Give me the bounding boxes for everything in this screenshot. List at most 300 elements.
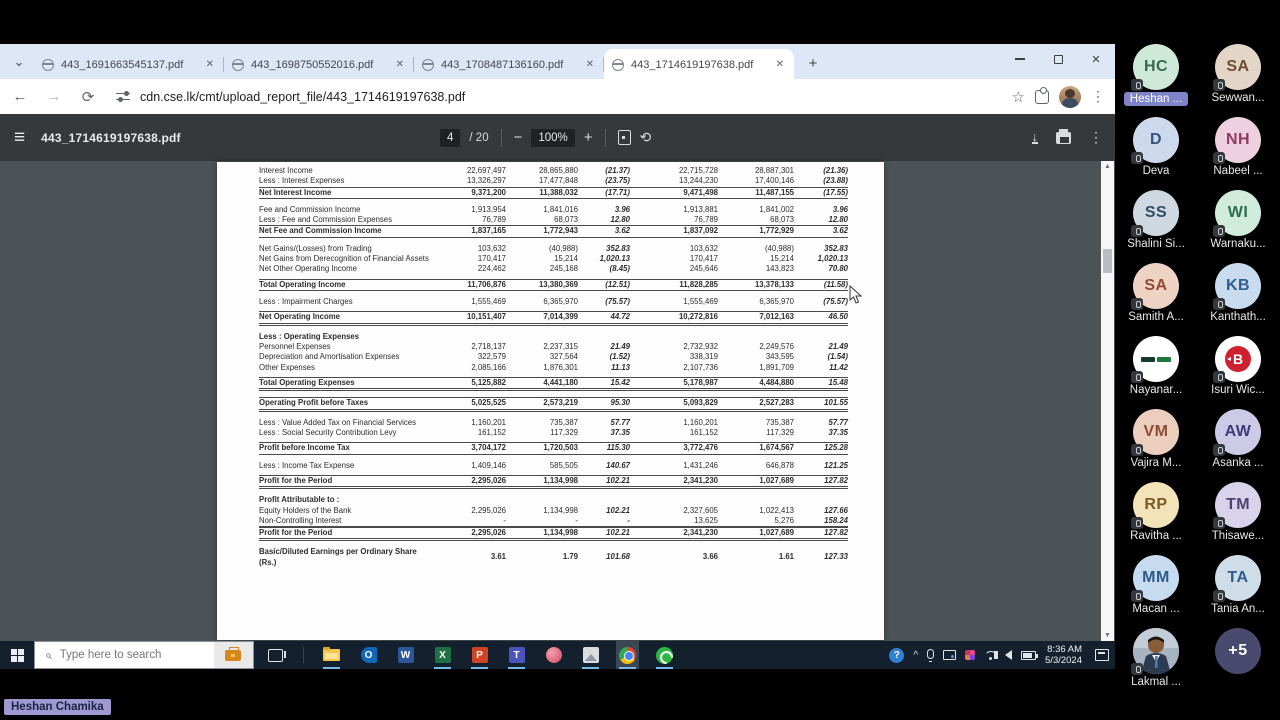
whatsapp-icon[interactable] bbox=[653, 641, 676, 669]
participant-name: Kanthath... bbox=[1210, 311, 1266, 323]
cell-bank-change: (75.57) bbox=[605, 297, 630, 307]
row-label: Less : Operating Expenses bbox=[259, 331, 360, 341]
cell-group-prior: 735,387 bbox=[765, 417, 794, 427]
cell-group-prior: 13,378,133 bbox=[754, 279, 794, 289]
time-label: 8:36 AM bbox=[1047, 644, 1082, 655]
participant-tile[interactable] bbox=[1197, 482, 1279, 555]
cell-bank-change: (12.51) bbox=[605, 279, 630, 289]
avatar bbox=[1133, 263, 1179, 309]
table-row bbox=[259, 352, 848, 362]
briefcase-icon bbox=[225, 650, 241, 661]
cell-bank-change: 115.30 bbox=[606, 443, 630, 453]
row-label: Less : Value Added Tax on Financial Services bbox=[259, 417, 417, 427]
cell-bank-current: 2,718,137 bbox=[471, 342, 506, 352]
row-label: Operating Profit before Taxes bbox=[259, 398, 369, 408]
cell-group-change: 127.82 bbox=[824, 475, 848, 485]
pdf-favicon-icon bbox=[612, 59, 624, 71]
cell-group-current: 2,327,605 bbox=[683, 505, 718, 515]
zoom-level[interactable]: 100% bbox=[531, 129, 574, 147]
page-number-input[interactable]: 4 bbox=[440, 129, 460, 147]
help-tray-icon[interactable]: ? bbox=[889, 648, 904, 663]
avatar bbox=[1133, 190, 1179, 236]
cell-bank-prior: 15,214 bbox=[554, 254, 578, 264]
cell-bank-current: 2,295,026 bbox=[471, 505, 506, 515]
download-button[interactable]: ↓ bbox=[1031, 129, 1038, 144]
teams-icon[interactable]: T bbox=[505, 641, 528, 669]
minimize-button[interactable] bbox=[1001, 44, 1039, 74]
pdf-scrollbar[interactable] bbox=[1101, 161, 1114, 641]
avatar-initials: KB bbox=[1225, 277, 1251, 294]
row-label: Equity Holders of the Bank bbox=[259, 505, 352, 515]
table-row bbox=[259, 215, 848, 226]
outlook-icon[interactable]: O bbox=[357, 641, 380, 669]
cell-group-change: 121.25 bbox=[824, 460, 848, 470]
cell-bank-current: 9,371,200 bbox=[471, 187, 506, 197]
cell-group-change: (11.58) bbox=[823, 279, 848, 289]
table-row bbox=[259, 428, 848, 438]
cell-bank-prior: 4,441,180 bbox=[543, 378, 578, 388]
participant-tile[interactable] bbox=[1115, 117, 1197, 190]
avatar bbox=[1215, 336, 1261, 382]
cell-group-current: 2,732,932 bbox=[683, 342, 718, 352]
mic-muted-icon bbox=[1213, 517, 1225, 529]
tab-title: 443_1708487136160.pdf bbox=[441, 58, 564, 71]
avatar bbox=[1133, 555, 1179, 601]
print-button[interactable] bbox=[1056, 132, 1071, 144]
avatar-initials: +5 bbox=[1228, 642, 1248, 659]
taskbar-search[interactable] bbox=[34, 641, 254, 669]
start-button[interactable] bbox=[0, 641, 34, 669]
cell-group-prior: 646,878 bbox=[765, 460, 794, 470]
cell-group-current: 1,555,469 bbox=[683, 297, 718, 307]
cell-group-prior: 4,484,880 bbox=[759, 378, 794, 388]
table-row bbox=[259, 279, 848, 291]
avatar bbox=[1215, 555, 1261, 601]
cell-bank-change: (1.52) bbox=[609, 352, 630, 362]
cell-group-change: 3.96 bbox=[832, 204, 848, 214]
cell-bank-current: 3.61 bbox=[490, 552, 506, 562]
cell-group-change: 57.77 bbox=[828, 417, 848, 427]
table-row bbox=[259, 461, 848, 471]
cell-bank-change: 11.13 bbox=[611, 362, 630, 372]
cell-group-prior: 2,527,283 bbox=[759, 398, 794, 408]
chrome-icon[interactable] bbox=[616, 641, 639, 669]
row-label: Profit Attributable to : bbox=[259, 495, 340, 505]
cell-bank-current: 1,555,469 bbox=[471, 297, 506, 307]
avatar bbox=[1133, 117, 1179, 163]
cell-group-prior: 1,022,413 bbox=[759, 505, 794, 515]
avatar-initials: D bbox=[1149, 131, 1163, 148]
table-row bbox=[259, 166, 848, 176]
mic-muted-icon bbox=[1213, 444, 1225, 456]
taskbar-divider bbox=[303, 647, 304, 663]
extensions-icon[interactable] bbox=[1035, 90, 1049, 104]
url-field[interactable]: cdn.cse.lk/cmt/upload_report_file/443_1714619197638.pdf bbox=[140, 89, 466, 104]
table-row bbox=[259, 244, 848, 254]
pdf-favicon-icon bbox=[42, 59, 54, 71]
scroll-down-icon[interactable]: ▼ bbox=[1104, 632, 1111, 639]
cell-bank-change: 102.21 bbox=[606, 475, 630, 485]
cell-bank-prior: 2,237,315 bbox=[543, 342, 578, 352]
pdf-favicon-icon bbox=[232, 59, 244, 71]
avatar-initials: AW bbox=[1224, 423, 1252, 440]
cell-bank-change: 352.83 bbox=[606, 243, 630, 253]
row-label: Interest Income bbox=[259, 166, 313, 176]
cell-group-change: 21.49 bbox=[828, 342, 848, 352]
avatar bbox=[1215, 190, 1261, 236]
row-label: Profit before Income Tax bbox=[259, 443, 350, 453]
avatar bbox=[1133, 409, 1179, 455]
cell-group-current: 1,160,201 bbox=[683, 417, 718, 427]
avatar-initials: WI bbox=[1227, 204, 1249, 221]
cell-group-prior: 1,027,689 bbox=[759, 528, 794, 538]
participant-tile[interactable] bbox=[1115, 482, 1197, 555]
mic-muted-icon bbox=[1131, 590, 1143, 602]
cell-group-prior: 11,487,155 bbox=[755, 187, 794, 197]
volume-icon[interactable] bbox=[1005, 650, 1012, 660]
cell-bank-prior: 1,772,943 bbox=[543, 226, 578, 236]
mic-muted-icon bbox=[1131, 663, 1143, 675]
browser-tab[interactable] bbox=[414, 49, 604, 80]
scroll-up-icon[interactable]: ▲ bbox=[1104, 163, 1111, 170]
cell-bank-prior: (40,988) bbox=[548, 243, 578, 253]
participant-tile[interactable] bbox=[1115, 190, 1197, 263]
window-controls bbox=[1001, 44, 1115, 74]
browser-tab[interactable] bbox=[604, 49, 794, 80]
participant-tile[interactable] bbox=[1115, 263, 1197, 336]
table-row bbox=[259, 442, 848, 454]
cell-bank-change: 37.35 bbox=[610, 428, 630, 438]
cell-bank-prior: 1,841,016 bbox=[543, 204, 578, 214]
cell-bank-current: 10,151,407 bbox=[466, 312, 506, 322]
close-window-button[interactable]: ✕ bbox=[1091, 53, 1101, 66]
cell-group-change: (17.55) bbox=[823, 187, 848, 197]
cell-bank-prior: 245,168 bbox=[549, 264, 578, 274]
back-button[interactable]: ← bbox=[12, 88, 28, 105]
participant-name: Warnaku... bbox=[1210, 238, 1266, 250]
mic-muted-icon bbox=[1131, 79, 1143, 91]
cell-group-current: 103,632 bbox=[689, 243, 718, 253]
browser-menu-icon[interactable]: ⋮ bbox=[1091, 88, 1105, 104]
cell-bank-change: 1,020.13 bbox=[599, 254, 630, 264]
table-row bbox=[259, 506, 848, 516]
cell-bank-prior: 1,134,998 bbox=[543, 528, 578, 538]
windows-taskbar bbox=[0, 641, 1115, 669]
cell-bank-change: 140.67 bbox=[606, 460, 630, 470]
cell-group-change: 125.28 bbox=[824, 443, 848, 453]
avatar-initials: TA bbox=[1227, 569, 1249, 586]
participant-name: Asanka ... bbox=[1212, 457, 1264, 469]
clock[interactable] bbox=[1045, 644, 1082, 666]
cell-bank-current: 2,295,026 bbox=[471, 528, 506, 538]
cell-group-change: 352.83 bbox=[824, 243, 848, 253]
cell-bank-prior: 2,573,219 bbox=[543, 398, 578, 408]
participant-tile[interactable] bbox=[1197, 117, 1279, 190]
b-logo-icon: B bbox=[1225, 346, 1251, 372]
table-row bbox=[259, 264, 848, 274]
cell-bank-prior: 735,387 bbox=[549, 417, 578, 427]
forward-button[interactable]: → bbox=[46, 88, 62, 105]
cell-group-current: 170,417 bbox=[689, 254, 718, 264]
browser-tab[interactable] bbox=[34, 49, 224, 80]
mic-muted-icon bbox=[1131, 517, 1143, 529]
cell-group-prior: 143,823 bbox=[765, 264, 794, 274]
microphone-tray-icon[interactable] bbox=[927, 649, 934, 659]
cell-bank-current: 76,789 bbox=[482, 215, 506, 225]
participant-tile[interactable] bbox=[1197, 44, 1279, 117]
cell-bank-change: (23.75) bbox=[605, 176, 630, 186]
pdf-favicon-icon bbox=[422, 59, 434, 71]
zoom-out-button[interactable]: − bbox=[513, 129, 523, 146]
mic-muted-icon bbox=[1213, 79, 1225, 91]
mouse-cursor bbox=[849, 285, 863, 305]
participant-tile[interactable] bbox=[1115, 409, 1197, 482]
avatar bbox=[1215, 44, 1261, 90]
participants-rail bbox=[1115, 0, 1280, 720]
cell-bank-current: 5,025,525 bbox=[471, 398, 506, 408]
cell-bank-prior: 13,380,369 bbox=[538, 279, 578, 289]
cell-bank-current: 161,152 bbox=[477, 428, 506, 438]
cell-group-change: 158.24 bbox=[824, 515, 848, 525]
cell-bank-prior: 1,134,998 bbox=[543, 475, 578, 485]
tab-search-icon[interactable]: ⌄ bbox=[13, 54, 25, 69]
cell-group-change: 46.50 bbox=[828, 312, 848, 322]
remote-app-icon[interactable] bbox=[542, 641, 565, 669]
cell-group-prior: 7,012,163 bbox=[759, 312, 794, 322]
photos-icon[interactable] bbox=[579, 641, 602, 669]
table-row bbox=[259, 226, 848, 237]
cell-bank-current: 1,409,146 bbox=[471, 460, 506, 470]
tab-list bbox=[34, 44, 794, 80]
pdf-more-menu-icon[interactable]: ⋮ bbox=[1089, 129, 1103, 145]
reload-button[interactable]: ⟳ bbox=[81, 88, 95, 106]
cell-group-change: (23.88) bbox=[823, 176, 848, 186]
cell-bank-change: 21.49 bbox=[610, 342, 630, 352]
cell-group-prior: 6,365,970 bbox=[759, 297, 794, 307]
cell-group-change: 3.62 bbox=[832, 226, 848, 236]
rotate-button[interactable]: ⟲ bbox=[639, 129, 652, 145]
table-row bbox=[259, 297, 848, 307]
participant-tile[interactable] bbox=[1197, 190, 1279, 263]
cell-bank-current: 170,417 bbox=[477, 254, 506, 264]
cell-group-current: 5,093,829 bbox=[683, 398, 718, 408]
file-explorer-icon[interactable] bbox=[320, 641, 343, 669]
mic-muted-icon bbox=[1213, 152, 1225, 164]
cell-bank-current: 322,579 bbox=[477, 352, 506, 362]
mic-muted-icon bbox=[1131, 444, 1143, 456]
cell-bank-change: 95.30 bbox=[610, 398, 630, 408]
site-info-icon[interactable] bbox=[116, 91, 132, 103]
search-input[interactable] bbox=[60, 649, 214, 661]
participant-name: Tania An... bbox=[1211, 603, 1265, 615]
cell-group-current: 1,913,881 bbox=[683, 204, 718, 214]
screencast-tray-icon[interactable] bbox=[943, 650, 956, 660]
task-view-icon[interactable] bbox=[268, 649, 283, 662]
cell-bank-prior: 117,329 bbox=[550, 428, 578, 438]
participant-name: Macan ... bbox=[1132, 603, 1180, 615]
colored-tray-icon[interactable] bbox=[965, 650, 975, 660]
excel-icon[interactable]: X bbox=[431, 641, 454, 669]
table-row bbox=[259, 377, 848, 391]
cell-group-change: 127.33 bbox=[824, 552, 848, 562]
cell-bank-change: 12.80 bbox=[610, 215, 630, 225]
cell-group-prior: 1,674,567 bbox=[759, 443, 794, 453]
cell-bank-current: 1,160,201 bbox=[471, 417, 506, 427]
cell-bank-prior: 1.79 bbox=[562, 552, 578, 562]
participant-tile[interactable] bbox=[1115, 44, 1197, 117]
cell-group-current: 13,244,230 bbox=[678, 176, 718, 186]
cell-bank-current: 5,125,882 bbox=[471, 378, 506, 388]
tab-close-icon[interactable]: ✕ bbox=[395, 59, 404, 70]
avatar-initials: MM bbox=[1142, 569, 1170, 586]
cell-bank-prior: 28,865,880 bbox=[538, 166, 578, 176]
cell-group-change: 37.35 bbox=[828, 428, 848, 438]
cell-bank-current: 22,697,497 bbox=[466, 166, 506, 176]
avatar bbox=[1133, 482, 1179, 528]
cell-bank-current: 1,913,954 bbox=[471, 204, 506, 214]
notification-center-icon[interactable] bbox=[1095, 649, 1109, 661]
cell-bank-current: 1,837,165 bbox=[471, 226, 506, 236]
scrollbar-thumb[interactable] bbox=[1103, 249, 1112, 273]
participant-tile[interactable] bbox=[1197, 555, 1279, 628]
zoom-in-button[interactable]: + bbox=[583, 129, 593, 146]
table-row bbox=[259, 495, 848, 505]
participant-name: Shalini Si... bbox=[1127, 238, 1185, 250]
cell-group-prior: 1,841,002 bbox=[759, 204, 794, 214]
row-label: Net Interest Income bbox=[259, 187, 332, 197]
row-label: Less : Interest Expenses bbox=[259, 176, 345, 186]
tab-title: 443_1714619197638.pdf bbox=[631, 58, 754, 71]
row-label: Fee and Commission Income bbox=[259, 204, 361, 214]
pdf-document-title: 443_1714619197638.pdf bbox=[41, 130, 181, 145]
row-label: Net Fee and Commission Income bbox=[259, 226, 382, 236]
cell-group-prior: (40,988) bbox=[764, 243, 794, 253]
cell-group-change: 11.42 bbox=[829, 362, 848, 372]
avatar-initials: NH bbox=[1225, 131, 1251, 148]
financial-table bbox=[259, 166, 848, 568]
participant-tile[interactable] bbox=[1115, 555, 1197, 628]
cell-bank-change: (21.37) bbox=[605, 166, 630, 176]
restore-button[interactable] bbox=[1039, 44, 1077, 74]
row-label: Less : Impairment Charges bbox=[259, 297, 353, 307]
participant-name: Ravitha ... bbox=[1130, 530, 1182, 542]
table-row bbox=[259, 527, 848, 541]
table-row bbox=[259, 254, 848, 264]
cell-group-prior: 68,073 bbox=[770, 215, 794, 225]
cell-bank-prior: 6,365,970 bbox=[543, 297, 578, 307]
cell-group-change: 1,020.13 bbox=[817, 254, 848, 264]
table-row bbox=[259, 475, 848, 489]
participant-tile[interactable] bbox=[1197, 628, 1279, 701]
page-total-label: / 20 bbox=[469, 131, 489, 144]
cell-group-prior: 1,772,929 bbox=[759, 226, 794, 236]
cell-bank-prior: 7,014,399 bbox=[543, 312, 578, 322]
search-highlight-app[interactable] bbox=[214, 642, 253, 668]
tab-close-icon[interactable]: ✕ bbox=[775, 59, 784, 70]
cell-bank-change: - bbox=[627, 515, 630, 525]
cell-group-current: 161,152 bbox=[689, 428, 718, 438]
table-row bbox=[259, 418, 848, 428]
avatar bbox=[1133, 628, 1179, 674]
cell-bank-change: 101.68 bbox=[606, 552, 630, 562]
table-row bbox=[259, 188, 848, 199]
cell-bank-change: 15.42 bbox=[610, 378, 630, 388]
participant-tile[interactable] bbox=[1197, 336, 1279, 409]
cell-group-current: 2,107,736 bbox=[683, 362, 718, 372]
powerpoint-icon[interactable]: P bbox=[468, 641, 491, 669]
row-label: Net Other Operating Income bbox=[259, 264, 357, 274]
tab-close-icon[interactable]: ✕ bbox=[585, 59, 594, 70]
cell-group-current: 2,341,230 bbox=[683, 528, 718, 538]
avatar-initials: VM bbox=[1143, 423, 1169, 440]
avatar-initials: SS bbox=[1144, 204, 1168, 221]
cell-group-current: 5,178,987 bbox=[683, 378, 718, 388]
cell-bank-prior: 1,134,998 bbox=[543, 505, 578, 515]
cell-group-prior: 28,887,301 bbox=[754, 166, 794, 176]
bookmark-star-icon[interactable]: ☆ bbox=[1011, 88, 1025, 106]
row-label: Net Gains/(Losses) from Trading bbox=[259, 243, 372, 253]
mic-muted-icon bbox=[1213, 225, 1225, 237]
cell-group-current: 10,272,816 bbox=[678, 312, 718, 322]
row-label: Total Operating Income bbox=[259, 279, 346, 289]
participant-name: Sewwan... bbox=[1211, 92, 1265, 104]
row-label: Profit for the Period bbox=[259, 528, 333, 538]
participant-tile[interactable] bbox=[1197, 263, 1279, 336]
avatar bbox=[1215, 628, 1261, 674]
avatar bbox=[1215, 263, 1261, 309]
browser-tab[interactable] bbox=[224, 49, 414, 80]
cell-bank-prior: 327,564 bbox=[549, 352, 578, 362]
cell-bank-current: 103,632 bbox=[477, 243, 506, 253]
avatar-initials: RP bbox=[1144, 496, 1168, 513]
participant-name: Nabeel ... bbox=[1213, 165, 1263, 177]
system-tray bbox=[889, 641, 1109, 669]
cell-bank-prior: - bbox=[575, 515, 578, 525]
mic-muted-icon bbox=[1131, 371, 1143, 383]
cell-bank-change: 3.62 bbox=[614, 226, 630, 236]
cell-group-prior: 1.61 bbox=[778, 552, 794, 562]
cell-group-change: (1.54) bbox=[827, 352, 848, 362]
table-row bbox=[259, 342, 848, 352]
participant-name: Vajira M... bbox=[1130, 457, 1182, 469]
tray-expand-icon[interactable]: ^ bbox=[913, 649, 919, 661]
participant-name: Nayanar... bbox=[1129, 384, 1183, 396]
cell-group-prior: 117,329 bbox=[766, 428, 794, 438]
battery-icon[interactable] bbox=[1021, 651, 1036, 660]
tab-close-icon[interactable]: ✕ bbox=[205, 59, 214, 70]
participant-tile[interactable] bbox=[1115, 628, 1197, 701]
participant-tile[interactable] bbox=[1197, 409, 1279, 482]
participant-tile[interactable] bbox=[1115, 336, 1197, 409]
word-icon[interactable]: W bbox=[394, 641, 417, 669]
fit-page-button[interactable] bbox=[618, 130, 631, 145]
browser-profile-avatar[interactable] bbox=[1059, 86, 1081, 108]
cell-group-current: 11,828,285 bbox=[679, 279, 718, 289]
participant-name: Heshan ... bbox=[1124, 92, 1188, 106]
row-label: Profit for the Period bbox=[259, 475, 333, 485]
cell-group-change: 15.48 bbox=[828, 378, 848, 388]
browser-tab-strip bbox=[0, 44, 1115, 80]
pdf-menu-icon[interactable]: ≡ bbox=[14, 126, 26, 148]
row-label: Other Expenses bbox=[259, 362, 315, 372]
avatar bbox=[1215, 117, 1261, 163]
cell-group-current: 1,837,092 bbox=[683, 226, 718, 236]
new-tab-button[interactable]: + bbox=[808, 54, 818, 72]
cell-group-change: 12.80 bbox=[828, 215, 848, 225]
cell-bank-change: (8.45) bbox=[609, 264, 630, 274]
cell-group-current: 13,625 bbox=[694, 515, 718, 525]
address-bar bbox=[0, 79, 1115, 114]
